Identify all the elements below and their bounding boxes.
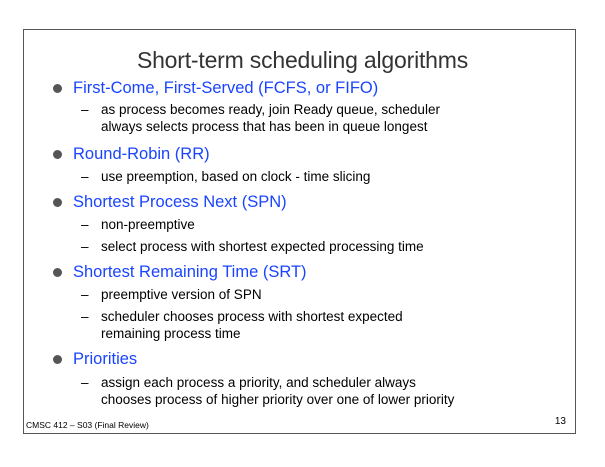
sub-bullet-line: assign each process a priority, and scheduler always: [101, 375, 416, 390]
sub-bullet-line: remaining process time: [101, 326, 241, 341]
sub-bullet-line: non-preemptive: [101, 217, 195, 232]
sub-bullet-line: select process with shortest expected processing time: [101, 239, 424, 254]
sub-bullet-spn-2: [81, 238, 424, 255]
sub-bullet-srt-2: [81, 308, 403, 342]
sub-bullet-line: scheduler chooses process with shortest expected: [101, 309, 403, 324]
dash-icon: –: [81, 169, 89, 184]
sub-bullet-priorities-1: [81, 374, 455, 408]
bullet-label: Round-Robin (RR): [73, 145, 210, 163]
dash-icon: –: [81, 287, 89, 302]
dash-icon: –: [81, 239, 89, 254]
bullet-srt: [73, 262, 307, 282]
sub-bullet-spn-1: [81, 216, 195, 233]
bullet-priorities: [73, 349, 137, 369]
bullet-dot-icon: [53, 355, 62, 364]
dash-icon: –: [81, 102, 89, 117]
bullet-dot-icon: [53, 198, 62, 207]
sub-bullet-rr-1: [81, 168, 371, 185]
bullet-label: First-Come, First-Served (FCFS, or FIFO): [73, 79, 379, 97]
sub-bullet-srt-1: [81, 286, 262, 303]
dash-icon: –: [81, 217, 89, 232]
bullet-label: Shortest Remaining Time (SRT): [73, 263, 307, 281]
dash-icon: –: [81, 309, 89, 324]
bullet-fcfs: [73, 78, 378, 98]
slide-footer: CMSC 412 – S03 (Final Review): [26, 420, 149, 430]
dash-icon: –: [81, 375, 89, 390]
bullet-label: Shortest Process Next (SPN): [73, 193, 287, 211]
sub-bullet-line: as process becomes ready, join Ready queue, scheduler: [101, 102, 440, 117]
bullet-dot-icon: [53, 84, 62, 93]
bullet-dot-icon: [53, 268, 62, 277]
bullet-dot-icon: [53, 150, 62, 159]
sub-bullet-line: always selects process that has been in queue longest: [101, 119, 428, 134]
bullet-label: Priorities: [73, 350, 138, 368]
sub-bullet-line: preemptive version of SPN: [101, 287, 262, 302]
page-number: 13: [554, 416, 566, 427]
slide-title: Short-term scheduling algorithms: [136, 47, 469, 73]
sub-bullet-fcfs-1: [81, 101, 440, 135]
bullet-spn: [73, 192, 287, 212]
sub-bullet-line: use preemption, based on clock - time slicing: [101, 169, 371, 184]
bullet-round-robin: [73, 144, 210, 164]
sub-bullet-line: chooses process of higher priority over one of lower priority: [101, 392, 455, 407]
